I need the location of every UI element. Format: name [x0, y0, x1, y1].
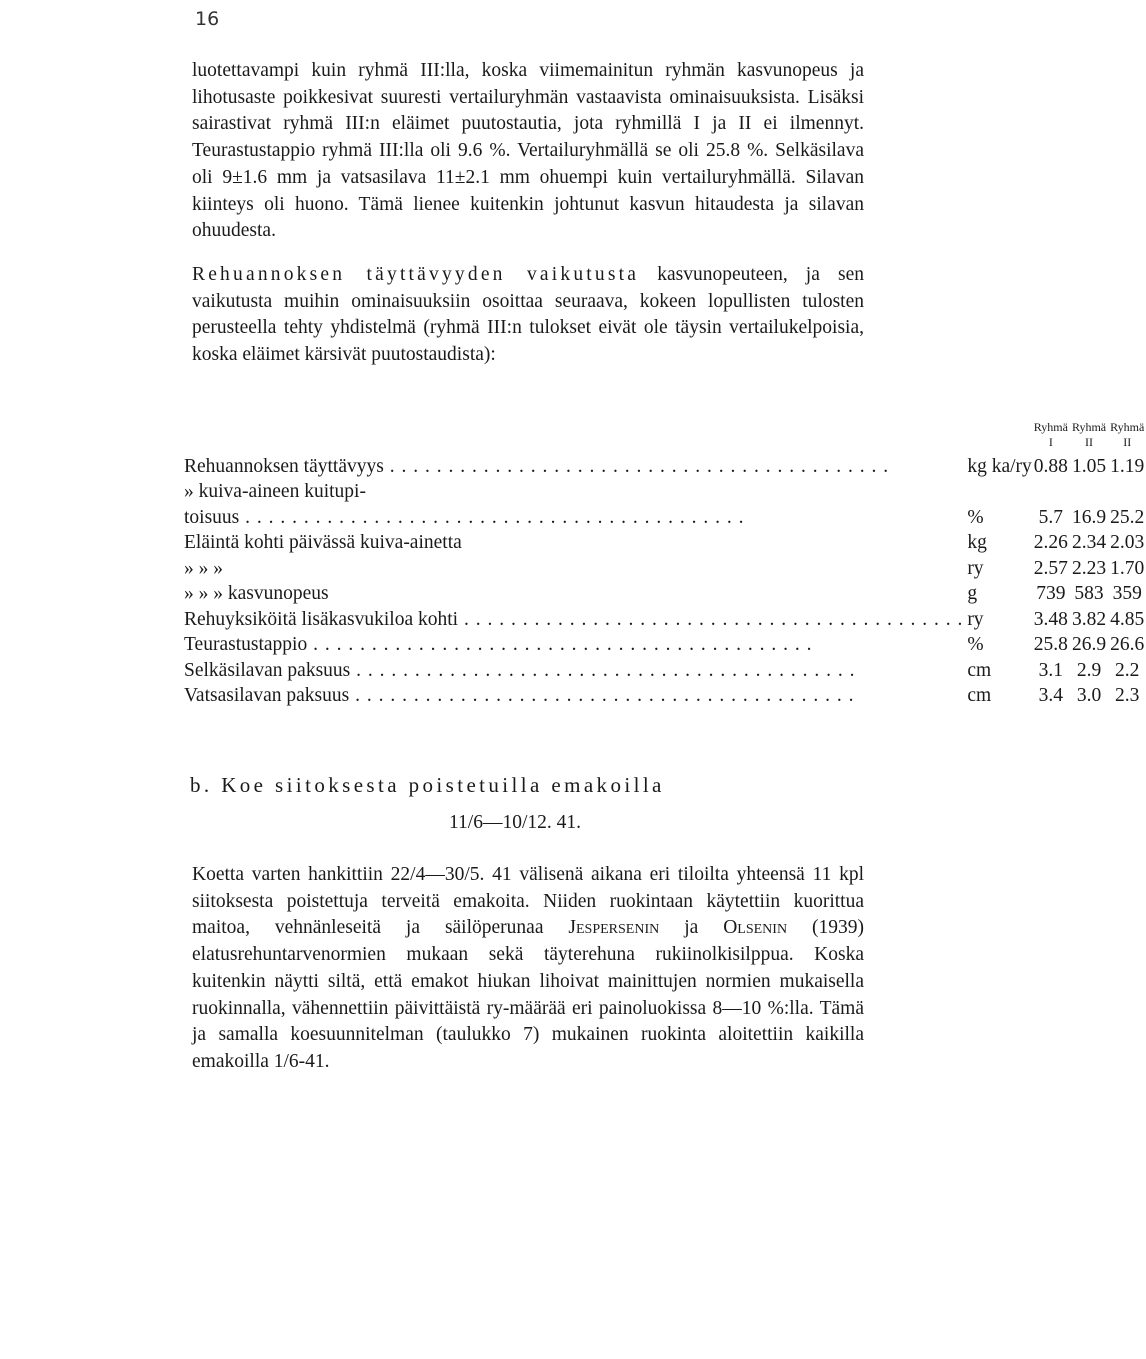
header-unit-blank: [967, 420, 1031, 452]
row-unit: ry: [967, 608, 984, 630]
row-label: Rehuannoksen täyttävyys . . .: [184, 452, 967, 478]
row-label: Teurastustappio . . .: [184, 631, 967, 657]
table-row: [184, 554, 1146, 580]
author-name: Jespersenin: [568, 917, 660, 939]
row-label: » » »: [184, 554, 967, 580]
cell-value: 16.9: [1071, 506, 1107, 528]
results-table: [184, 420, 1146, 707]
cell-value: 4.85: [1110, 608, 1145, 630]
table-row: [184, 631, 1146, 657]
section-heading: [190, 773, 862, 798]
table-row: [184, 503, 1146, 529]
paragraph-1: luotettavampi kuin ryhmä III:lla, koska viimemainitun ryhmän kasvunopeus ja lihotusaste poikkesivat suuresti vertailuryhmän vastaavista ominaisuuksista. Lisäksi sairastivat ryhmä III:n eläimet puutostautia, jota ryhmillä I ja II ei ilmennyt. Teurastustappio ryhmä III:lla oli 9.6 %. Vertailuryhmällä se oli 25.8 %. Selkäsilava oli 9±1.6 mm ja vatsasilava 11±2.1 mm ohuempi kuin vertailuryhmällä. Silavan kiinteys oli huono. Tämä lienee kuitenkin johtunut kasvun hitaudesta ja silavan ohuudesta.: [192, 60, 864, 242]
row-label: Rehuyksiköitä lisäkasvukiloa kohti . . .: [184, 605, 967, 631]
paragraph-2: [192, 262, 864, 369]
cell-value: 3.1: [1038, 659, 1064, 681]
table-row: [184, 580, 1146, 606]
cell-value: 26.9: [1071, 634, 1107, 655]
cell-value: 2.2: [1115, 659, 1140, 681]
cell-value: 3.4: [1038, 685, 1064, 706]
cell-value: 1.05: [1071, 455, 1107, 477]
section-title: Koe siitoksesta poistetuilla emakoilla: [221, 773, 665, 797]
cell-value: 2.23: [1071, 557, 1107, 579]
cell-value: 26.6: [1110, 634, 1145, 655]
header-blank: [184, 420, 967, 452]
row-unit: g: [967, 583, 978, 604]
column-header: Ryhmä I: [1033, 420, 1068, 449]
paragraph-3: [192, 862, 864, 1076]
author-name: Olsenin: [723, 917, 788, 939]
table-row: [184, 529, 1146, 555]
table-row: [184, 478, 1146, 504]
column-header: Ryhmä II: [1110, 420, 1145, 449]
row-unit: kg ka/ry: [967, 455, 1032, 477]
table-header-row: [184, 420, 1146, 452]
cell-value: [1070, 478, 1108, 504]
page-number: 16: [195, 8, 220, 30]
cell-value: 1.19: [1110, 455, 1145, 477]
cell-value: 2.26: [1033, 532, 1068, 553]
paragraph-3-text: (1939) elatusrehuntarvenormien mukaan sekä täyterehuna rukiinolkisilppua. Koska kuitenkin näytti siltä, että emakot hiukan lihoivat mainittujen normien mukaisella ruokinnalla, vähennettiin päivittäistä ry-määrää eri painoluokissa 8—10 %:lla. Tämä ja samalla koesuunnitelman (taulukko 7) mukainen ruokinta aloitettiin kaikilla emakoilla 1/6-41.: [192, 917, 864, 1072]
cell-value: [1108, 478, 1146, 504]
table-row: [184, 682, 1146, 708]
row-unit: cm: [967, 659, 992, 681]
paragraph-2-text: kasvunopeuteen, ja sen vaikutusta muihin ominaisuuksiin osoittaa seuraava, kokeen lopullisten tulosten perusteella tehty yhdistelmä (ryhmä III:n tulokset eivät ole täysin vertailukelpoisia, koska eläimet kärsivät puutostaudista):: [192, 264, 864, 366]
column-header: Ryhmä II: [1071, 420, 1107, 449]
row-unit: cm: [967, 685, 992, 706]
row-label: » » » kasvunopeus: [184, 580, 967, 606]
cell-value: [1032, 478, 1070, 504]
cell-value: 2.57: [1033, 557, 1068, 579]
table-row: [184, 656, 1146, 682]
section-dates: 11/6—10/12. 41.: [449, 812, 581, 833]
row-label: toisuus . . .: [184, 503, 967, 529]
cell-value: 2.3: [1115, 685, 1140, 706]
cell-value: 25.2: [1110, 506, 1145, 528]
cell-value: 3.82: [1071, 608, 1107, 630]
cell-value: 739: [1036, 583, 1066, 604]
row-label: Selkäsilavan paksuus . . .: [184, 656, 967, 682]
cell-value: 2.03: [1110, 532, 1145, 553]
table-row: [184, 452, 1146, 478]
cell-value: 3.48: [1033, 608, 1068, 630]
cell-value: 25.8: [1033, 634, 1068, 655]
cell-value: 583: [1074, 583, 1104, 604]
cell-value: 0.88: [1033, 455, 1068, 477]
row-label: » kuiva-aineen kuitupi-: [184, 478, 967, 504]
cell-value: 3.0: [1076, 685, 1102, 706]
row-unit: kg: [967, 532, 987, 553]
paragraph-3-text: ja: [659, 917, 724, 939]
cell-value: 5.7: [1038, 506, 1064, 528]
paragraph-3-text: Koetta varten hankittiin 22/4—30/5. 41 välisenä aikana eri tiloilta yhteensä 11 kpl siitoksesta poistettuja terveitä emakoita. Niiden ruokintaan käytettiin kuorittua maitoa, vehnänleseitä ja säilöperunaa: [192, 864, 864, 939]
cell-value: 2.34: [1071, 532, 1107, 553]
table-row: [184, 605, 1146, 631]
row-unit: %: [967, 634, 984, 655]
cell-value: 1.70: [1110, 557, 1145, 579]
row-unit: %: [967, 506, 984, 528]
cell-value: 359: [1112, 583, 1142, 604]
row-label: Vatsasilavan paksuus . . .: [184, 682, 967, 708]
row-unit: [967, 478, 1031, 504]
row-unit: ry: [967, 557, 984, 579]
spaced-emphasis: Rehuannoksen täyttävyyden vaikutusta: [192, 264, 640, 285]
section-letter: b.: [190, 773, 213, 797]
row-label: Eläintä kohti päivässä kuiva-ainetta: [184, 529, 967, 555]
cell-value: 2.9: [1076, 659, 1102, 681]
